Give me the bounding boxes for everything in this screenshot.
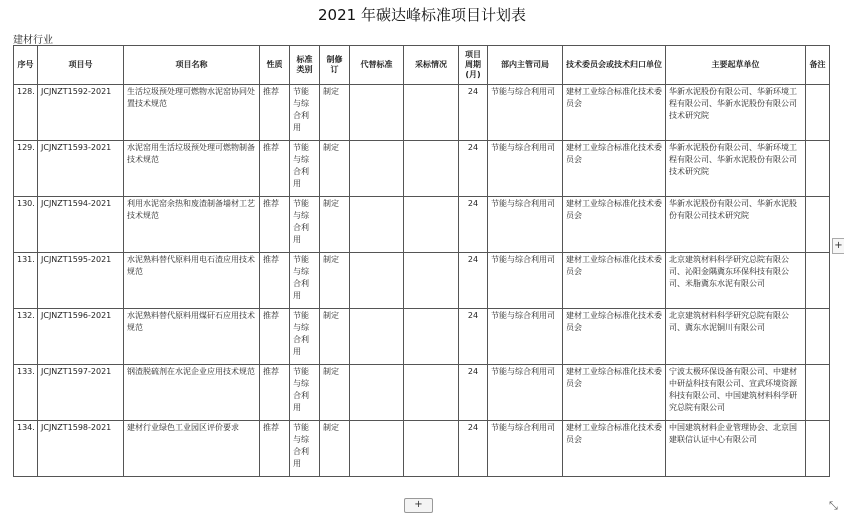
- cell-revision: 制定: [320, 309, 350, 365]
- table-row: [14, 141, 830, 197]
- cell-code: JCJNZT1592-2021: [38, 85, 124, 141]
- cell-code: JCJNZT1593-2021: [38, 141, 124, 197]
- cell-name: 钢渣脱硫剂在水泥企业应用技术规范: [124, 365, 260, 421]
- table-row: [14, 309, 830, 365]
- cell-adopt: [404, 85, 459, 141]
- cell-replace: [350, 85, 404, 141]
- table-row: [14, 421, 830, 477]
- cell-drafters: 北京建筑材料科学研究总院有限公司、沁阳金隅冀东环保科技有限公司、米脂冀东水泥有限公司: [666, 253, 806, 309]
- cell-replace: [350, 309, 404, 365]
- cell-category: 节能与综合利用: [290, 253, 320, 309]
- cell-code: JCJNZT1595-2021: [38, 253, 124, 309]
- cell-committee: 建材工业综合标准化技术委员会: [563, 197, 666, 253]
- cell-drafters: 华新水泥股份有限公司、华新环境工程有限公司、华新水泥股份有限公司技术研究院: [666, 85, 806, 141]
- header-code: 项目号: [38, 46, 124, 85]
- cell-drafters: 宁波太极环保设备有限公司、中建材中研益科技有限公司、宣武环境资源科技有限公司、中国建筑材料科学研究总院有限公司: [666, 365, 806, 421]
- cell-name: 水泥窑用生活垃圾预处理可燃物制备技术规范: [124, 141, 260, 197]
- cell-period: 24: [459, 253, 488, 309]
- cell-adopt: [404, 365, 459, 421]
- cell-period: 24: [459, 197, 488, 253]
- sector-label: 建材行业: [13, 35, 53, 46]
- cell-nature: 推荐: [260, 141, 290, 197]
- cell-dept: 节能与综合利用司: [488, 253, 563, 309]
- cell-dept: 节能与综合利用司: [488, 365, 563, 421]
- cell-dept: 节能与综合利用司: [488, 421, 563, 477]
- table-row: [14, 197, 830, 253]
- cell-name: 生活垃圾预处理可燃物水泥窑协同处置技术规范: [124, 85, 260, 141]
- cell-replace: [350, 421, 404, 477]
- cell-adopt: [404, 309, 459, 365]
- cell-period: 24: [459, 309, 488, 365]
- add-row-button[interactable]: +: [404, 498, 433, 513]
- cell-revision: 制定: [320, 197, 350, 253]
- add-column-button[interactable]: +: [832, 238, 844, 254]
- cell-name: 水泥熟料替代原料用煤矸石应用技术规范: [124, 309, 260, 365]
- table-row: [14, 253, 830, 309]
- cell-category: 节能与综合利用: [290, 365, 320, 421]
- cell-period: 24: [459, 365, 488, 421]
- cell-revision: 制定: [320, 141, 350, 197]
- cell-adopt: [404, 197, 459, 253]
- cell-period: 24: [459, 85, 488, 141]
- cell-no: 129.: [14, 141, 38, 197]
- page-title: 2021 年碳达峰标准项目计划表: [318, 6, 526, 24]
- header-drafters: 主要起草单位: [666, 46, 806, 85]
- header-no: 序号: [14, 46, 38, 85]
- cell-revision: 制定: [320, 85, 350, 141]
- cell-note: [806, 85, 830, 141]
- cell-period: 24: [459, 141, 488, 197]
- standards-table: [13, 45, 830, 477]
- header-category: 标准类别: [290, 46, 320, 85]
- header-period: 项目周期(月): [459, 46, 488, 85]
- cell-committee: 建材工业综合标准化技术委员会: [563, 253, 666, 309]
- cell-name: 利用水泥窑余热和废渣制备墙材工艺技术规范: [124, 197, 260, 253]
- header-revision: 制修订: [320, 46, 350, 85]
- cell-name: 水泥熟料替代原料用电石渣应用技术规范: [124, 253, 260, 309]
- header-dept: 部内主管司局: [488, 46, 563, 85]
- cell-committee: 建材工业综合标准化技术委员会: [563, 85, 666, 141]
- cell-note: [806, 141, 830, 197]
- cell-replace: [350, 141, 404, 197]
- cell-category: 节能与综合利用: [290, 141, 320, 197]
- cell-nature: 推荐: [260, 85, 290, 141]
- cell-note: [806, 197, 830, 253]
- header-name: 项目名称: [124, 46, 260, 85]
- cell-category: 节能与综合利用: [290, 309, 320, 365]
- cell-revision: 制定: [320, 421, 350, 477]
- cell-nature: 推荐: [260, 421, 290, 477]
- header-note: 备注: [806, 46, 830, 85]
- cell-category: 节能与综合利用: [290, 197, 320, 253]
- cell-period: 24: [459, 421, 488, 477]
- header-replace: 代替标准: [350, 46, 404, 85]
- header-committee: 技术委员会或技术归口单位: [563, 46, 666, 85]
- cell-adopt: [404, 421, 459, 477]
- cell-note: [806, 309, 830, 365]
- cell-replace: [350, 253, 404, 309]
- cell-replace: [350, 197, 404, 253]
- cell-code: JCJNZT1594-2021: [38, 197, 124, 253]
- cell-note: [806, 421, 830, 477]
- cell-note: [806, 365, 830, 421]
- cell-drafters: 华新水泥股份有限公司、华新环境工程有限公司、华新水泥股份有限公司技术研究院: [666, 141, 806, 197]
- cell-drafters: 中国建筑材料企业管理协会、北京国建联信认证中心有限公司: [666, 421, 806, 477]
- cell-code: JCJNZT1597-2021: [38, 365, 124, 421]
- cell-committee: 建材工业综合标准化技术委员会: [563, 309, 666, 365]
- table-row: [14, 85, 830, 141]
- cell-nature: 推荐: [260, 309, 290, 365]
- cell-no: 134.: [14, 421, 38, 477]
- cell-dept: 节能与综合利用司: [488, 197, 563, 253]
- cell-adopt: [404, 141, 459, 197]
- cell-committee: 建材工业综合标准化技术委员会: [563, 421, 666, 477]
- cell-revision: 制定: [320, 253, 350, 309]
- cell-code: JCJNZT1596-2021: [38, 309, 124, 365]
- table-header-row: [14, 46, 830, 85]
- cell-committee: 建材工业综合标准化技术委员会: [563, 365, 666, 421]
- cell-code: JCJNZT1598-2021: [38, 421, 124, 477]
- cell-adopt: [404, 253, 459, 309]
- cell-nature: 推荐: [260, 365, 290, 421]
- cell-no: 130.: [14, 197, 38, 253]
- cell-nature: 推荐: [260, 253, 290, 309]
- cell-no: 131.: [14, 253, 38, 309]
- cell-dept: 节能与综合利用司: [488, 141, 563, 197]
- cell-no: 128.: [14, 85, 38, 141]
- cell-name: 建材行业绿色工业园区评价要求: [124, 421, 260, 477]
- cell-replace: [350, 365, 404, 421]
- cell-nature: 推荐: [260, 197, 290, 253]
- cell-drafters: 北京建筑材料科学研究总院有限公司、冀东水泥铜川有限公司: [666, 309, 806, 365]
- cell-committee: 建材工业综合标准化技术委员会: [563, 141, 666, 197]
- header-adopt: 采标情况: [404, 46, 459, 85]
- cell-category: 节能与综合利用: [290, 421, 320, 477]
- cell-note: [806, 253, 830, 309]
- header-nature: 性质: [260, 46, 290, 85]
- resize-handle-icon[interactable]: ⤡: [829, 499, 838, 512]
- cell-dept: 节能与综合利用司: [488, 309, 563, 365]
- cell-category: 节能与综合利用: [290, 85, 320, 141]
- cell-drafters: 华新水泥股份有限公司、华新水泥股份有限公司技术研究院: [666, 197, 806, 253]
- cell-revision: 制定: [320, 365, 350, 421]
- cell-no: 132.: [14, 309, 38, 365]
- cell-no: 133.: [14, 365, 38, 421]
- cell-dept: 节能与综合利用司: [488, 85, 563, 141]
- table-row: [14, 365, 830, 421]
